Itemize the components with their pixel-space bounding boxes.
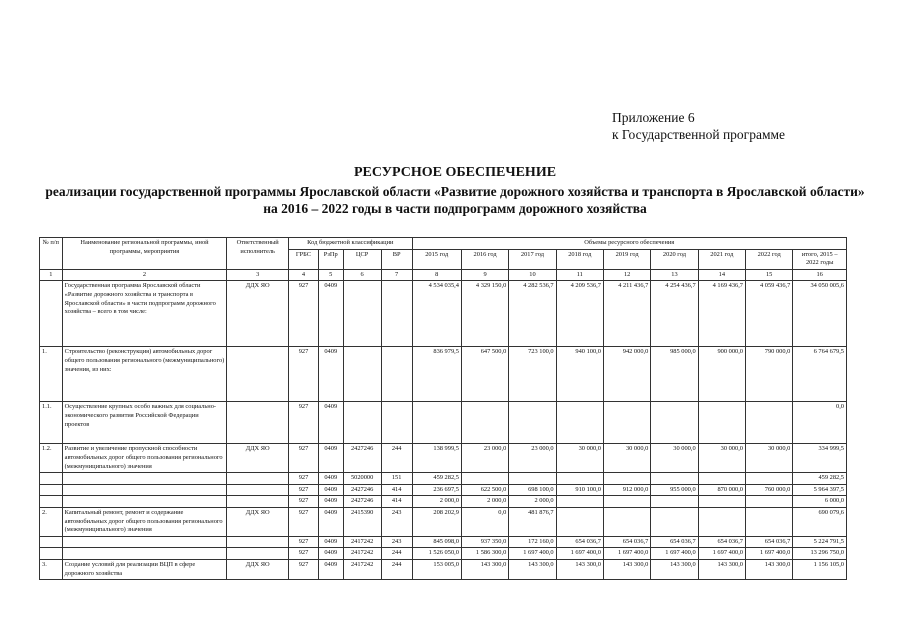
amount-cell: 0,0	[461, 507, 508, 536]
amount-cell: 910 100,0	[556, 484, 603, 496]
table-cell	[40, 281, 63, 347]
header-volumes: Объемы ресурсного обеспечения	[412, 238, 846, 250]
table-cell: 0409	[318, 347, 343, 402]
amount-cell	[746, 496, 793, 508]
column-index-cell: 5	[318, 269, 343, 281]
table-row	[40, 402, 847, 444]
table-cell	[40, 496, 63, 508]
table-row	[40, 281, 847, 347]
amount-cell: 1 697 400,0	[603, 548, 650, 560]
amount-cell: 4 169 436,7	[698, 281, 745, 347]
table-cell	[40, 548, 63, 560]
amount-cell: 172 160,0	[509, 536, 556, 548]
table-cell: 0409	[318, 484, 343, 496]
amount-cell: 143 300,0	[746, 559, 793, 579]
program-name-cell: Осуществление крупных особо важных для социально-экономического развития Российской Федерации проектов	[62, 402, 227, 444]
amount-cell: 654 036,7	[698, 536, 745, 548]
amount-cell: 790 000,0	[746, 347, 793, 402]
amount-cell: 654 036,7	[651, 536, 698, 548]
amount-cell: 4 534 035,4	[412, 281, 461, 347]
amount-cell: 138 999,5	[412, 444, 461, 473]
amount-cell: 845 098,0	[412, 536, 461, 548]
table-row	[40, 473, 847, 485]
table-cell	[227, 473, 289, 485]
table-cell: 0409	[318, 496, 343, 508]
table-cell	[343, 402, 381, 444]
table-cell	[40, 484, 63, 496]
table-cell: 0409	[318, 281, 343, 347]
header-executor: Ответственный исполнитель	[227, 238, 289, 270]
amount-cell: 459 282,5	[793, 473, 847, 485]
column-index-cell: 2	[62, 269, 227, 281]
table-body	[40, 269, 847, 579]
amount-cell: 1 697 400,0	[746, 548, 793, 560]
table-cell: 1.2.	[40, 444, 63, 473]
amount-cell: 2 000,0	[509, 496, 556, 508]
table-cell	[227, 402, 289, 444]
amount-cell: 1 697 400,0	[651, 548, 698, 560]
amount-cell	[651, 473, 698, 485]
amount-cell: 4 209 536,7	[556, 281, 603, 347]
amount-cell: 6 764 679,5	[793, 347, 847, 402]
table-cell: 244	[381, 444, 412, 473]
amount-cell: 912 000,0	[603, 484, 650, 496]
amount-cell: 622 500,0	[461, 484, 508, 496]
amount-cell	[556, 496, 603, 508]
amount-cell: 690 079,6	[793, 507, 847, 536]
header-year-2021: 2021 год	[698, 249, 745, 269]
amount-cell: 4 211 436,7	[603, 281, 650, 347]
amount-cell	[651, 496, 698, 508]
amount-cell: 30 000,0	[603, 444, 650, 473]
table-cell: 0409	[318, 507, 343, 536]
table-cell: 244	[381, 559, 412, 579]
table-row	[40, 536, 847, 548]
amount-cell: 4 282 536,7	[509, 281, 556, 347]
column-index-cell: 4	[289, 269, 319, 281]
column-index-cell: 11	[556, 269, 603, 281]
header-vr: ВР	[381, 249, 412, 269]
amount-cell	[651, 507, 698, 536]
table-cell: 2417242	[343, 536, 381, 548]
amount-cell	[509, 402, 556, 444]
amount-cell: 1 156 105,0	[793, 559, 847, 579]
column-index-cell: 12	[603, 269, 650, 281]
amount-cell: 2 000,0	[412, 496, 461, 508]
amount-cell	[603, 402, 650, 444]
table-cell	[40, 536, 63, 548]
table-cell: 927	[289, 507, 319, 536]
program-name-cell	[62, 473, 227, 485]
amount-cell: 1 526 050,0	[412, 548, 461, 560]
program-name-cell	[62, 548, 227, 560]
amount-cell: 1 697 400,0	[698, 548, 745, 560]
header-grbs: ГРБС	[289, 249, 319, 269]
table-cell: 927	[289, 559, 319, 579]
amount-cell: 2 000,0	[461, 496, 508, 508]
amount-cell: 942 000,0	[603, 347, 650, 402]
amount-cell: 940 100,0	[556, 347, 603, 402]
table-cell: 927	[289, 548, 319, 560]
amount-cell: 13 296 750,0	[793, 548, 847, 560]
table-cell: 927	[289, 444, 319, 473]
amount-cell: 153 005,0	[412, 559, 461, 579]
table-row	[40, 444, 847, 473]
header-year-2020: 2020 год	[651, 249, 698, 269]
amount-cell	[461, 473, 508, 485]
amount-cell: 6 000,0	[793, 496, 847, 508]
amount-cell: 698 100,0	[509, 484, 556, 496]
column-index-row	[40, 269, 847, 281]
column-index-cell: 16	[793, 269, 847, 281]
amount-cell	[698, 473, 745, 485]
table-cell: 414	[381, 484, 412, 496]
column-index-cell: 14	[698, 269, 745, 281]
table-cell: 0409	[318, 402, 343, 444]
amount-cell: 654 036,7	[746, 536, 793, 548]
table-cell: 2417242	[343, 548, 381, 560]
amount-cell	[746, 402, 793, 444]
amount-cell: 481 876,7	[509, 507, 556, 536]
program-name-cell: Строительство (реконструкция) автомобильных дорог общего пользования регионального (межмуниципального) значения, из них:	[62, 347, 227, 402]
table-cell: ДДХ ЯО	[227, 444, 289, 473]
column-index-cell: 6	[343, 269, 381, 281]
header-csr: ЦСР	[343, 249, 381, 269]
table-cell	[227, 347, 289, 402]
header-year-2017: 2017 год	[509, 249, 556, 269]
amount-cell	[651, 402, 698, 444]
table-row	[40, 484, 847, 496]
amount-cell: 0,0	[793, 402, 847, 444]
amount-cell: 23 000,0	[509, 444, 556, 473]
amount-cell: 654 036,7	[556, 536, 603, 548]
appendix-line1: Приложение 6	[612, 110, 695, 125]
amount-cell: 1 697 400,0	[509, 548, 556, 560]
amount-cell: 760 000,0	[746, 484, 793, 496]
amount-cell: 5 224 791,5	[793, 536, 847, 548]
amount-cell: 143 300,0	[509, 559, 556, 579]
amount-cell: 30 000,0	[746, 444, 793, 473]
program-name-cell: Развитие и увеличение пропускной способности автомобильных дорог общего пользования регионального (межмуниципального) значения	[62, 444, 227, 473]
table-cell: 0409	[318, 473, 343, 485]
column-index-cell: 13	[651, 269, 698, 281]
amount-cell	[461, 402, 508, 444]
header-budget-code: Код бюджетной классификации	[289, 238, 412, 250]
amount-cell	[698, 507, 745, 536]
table-cell	[381, 281, 412, 347]
amount-cell	[698, 402, 745, 444]
amount-cell: 143 300,0	[603, 559, 650, 579]
table-cell: 927	[289, 402, 319, 444]
amount-cell: 459 282,5	[412, 473, 461, 485]
amount-cell	[603, 473, 650, 485]
table-cell: 244	[381, 548, 412, 560]
amount-cell	[509, 473, 556, 485]
table-row	[40, 559, 847, 579]
table-cell: 0409	[318, 536, 343, 548]
amount-cell: 937 350,0	[461, 536, 508, 548]
program-name-cell	[62, 484, 227, 496]
table-cell: 2427246	[343, 444, 381, 473]
table-cell	[227, 484, 289, 496]
table-cell: 0409	[318, 444, 343, 473]
document-subtitle: реализации государственной программы Ярославской области «Развитие дорожного хозяйства и транспорта в Ярославской области» на 2016 – 2022 годы в части подпрограмм дорожного хозяйства	[45, 184, 865, 216]
program-name-cell: Создание условий для реализации ВЦП в сфере дорожного хозяйства	[62, 559, 227, 579]
header-year-2022: 2022 год	[746, 249, 793, 269]
amount-cell: 870 000,0	[698, 484, 745, 496]
amount-cell: 143 300,0	[651, 559, 698, 579]
amount-cell: 4 254 436,7	[651, 281, 698, 347]
header-year-2016: 2016 год	[461, 249, 508, 269]
table-cell: 243	[381, 507, 412, 536]
amount-cell: 5 964 397,5	[793, 484, 847, 496]
amount-cell	[698, 496, 745, 508]
program-name-cell	[62, 496, 227, 508]
amount-cell: 4 059 436,7	[746, 281, 793, 347]
column-index-cell: 15	[746, 269, 793, 281]
amount-cell: 4 329 150,0	[461, 281, 508, 347]
column-index-cell: 3	[227, 269, 289, 281]
amount-cell: 143 300,0	[556, 559, 603, 579]
amount-cell	[746, 507, 793, 536]
amount-cell: 1 586 300,0	[461, 548, 508, 560]
table-cell: 2427246	[343, 496, 381, 508]
program-name-cell	[62, 536, 227, 548]
table-cell: 243	[381, 536, 412, 548]
amount-cell	[603, 507, 650, 536]
header-total: итого, 2015 – 2022 годы	[793, 249, 847, 269]
table-cell: ДДХ ЯО	[227, 559, 289, 579]
amount-cell: 236 697,5	[412, 484, 461, 496]
column-index-cell: 1	[40, 269, 63, 281]
column-index-cell: 8	[412, 269, 461, 281]
amount-cell: 143 300,0	[698, 559, 745, 579]
amount-cell	[556, 402, 603, 444]
amount-cell: 23 000,0	[461, 444, 508, 473]
table-cell: 0409	[318, 548, 343, 560]
table-cell: ДДХ ЯО	[227, 507, 289, 536]
table-cell	[227, 496, 289, 508]
amount-cell: 955 000,0	[651, 484, 698, 496]
amount-cell: 30 000,0	[651, 444, 698, 473]
table-cell: 1.	[40, 347, 63, 402]
program-name-cell: Капитальный ремонт, ремонт и содержание автомобильных дорог общего пользования регионального (межмуниципального) значения	[62, 507, 227, 536]
table-cell	[343, 347, 381, 402]
header-rzpr: РзПр	[318, 249, 343, 269]
amount-cell: 34 050 005,6	[793, 281, 847, 347]
amount-cell: 30 000,0	[698, 444, 745, 473]
amount-cell: 208 202,9	[412, 507, 461, 536]
amount-cell	[412, 402, 461, 444]
table-cell	[227, 548, 289, 560]
table-cell: 3.	[40, 559, 63, 579]
amount-cell	[603, 496, 650, 508]
table-cell: 1.1.	[40, 402, 63, 444]
header-num: № п/п	[40, 238, 63, 270]
amount-cell: 30 000,0	[556, 444, 603, 473]
amount-cell: 985 000,0	[651, 347, 698, 402]
table-cell: 414	[381, 496, 412, 508]
table-cell: 2427246	[343, 484, 381, 496]
column-index-cell: 9	[461, 269, 508, 281]
amount-cell: 334 999,5	[793, 444, 847, 473]
appendix-line2: к Государственной программе	[612, 127, 786, 142]
program-name-cell: Государственная программа Ярославской области «Развитие дорожного хозяйства и транспорта в Ярославской области» в части подпрограмм дорожного хозяйства – всего в том числе:	[62, 281, 227, 347]
table-row	[40, 548, 847, 560]
column-index-cell: 7	[381, 269, 412, 281]
table-cell	[40, 473, 63, 485]
table-cell	[227, 536, 289, 548]
appendix-note	[612, 109, 785, 143]
table-cell: 2417242	[343, 559, 381, 579]
table-row	[40, 507, 847, 536]
table-cell: 927	[289, 536, 319, 548]
table-cell: 927	[289, 347, 319, 402]
amount-cell: 836 979,5	[412, 347, 461, 402]
amount-cell: 647 500,0	[461, 347, 508, 402]
table-cell	[381, 402, 412, 444]
table-cell: ДДХ ЯО	[227, 281, 289, 347]
table-cell: 2.	[40, 507, 63, 536]
amount-cell: 654 036,7	[603, 536, 650, 548]
table-cell	[381, 347, 412, 402]
table-cell	[343, 281, 381, 347]
column-index-cell: 10	[509, 269, 556, 281]
amount-cell: 143 300,0	[461, 559, 508, 579]
header-year-2018: 2018 год	[556, 249, 603, 269]
table-row	[40, 347, 847, 402]
amount-cell: 723 100,0	[509, 347, 556, 402]
amount-cell	[556, 473, 603, 485]
table-row	[40, 496, 847, 508]
table-cell: 927	[289, 496, 319, 508]
table-cell: 927	[289, 473, 319, 485]
table-cell: 151	[381, 473, 412, 485]
table-cell: 2415390	[343, 507, 381, 536]
header-year-2015: 2015 год	[412, 249, 461, 269]
table-cell: 927	[289, 484, 319, 496]
document-title: РЕСУРСНОЕ ОБЕСПЕЧЕНИЕ	[353, 165, 557, 180]
table-cell: 927	[289, 281, 319, 347]
amount-cell: 900 000,0	[698, 347, 745, 402]
header-name: Наименование региональной программы, иной программы, мероприятия	[62, 238, 227, 270]
amount-cell: 1 697 400,0	[556, 548, 603, 560]
header-year-2019: 2019 год	[603, 249, 650, 269]
resource-table	[39, 237, 847, 580]
table-cell: 5020000	[343, 473, 381, 485]
table-cell: 0409	[318, 559, 343, 579]
amount-cell	[746, 473, 793, 485]
amount-cell	[556, 507, 603, 536]
